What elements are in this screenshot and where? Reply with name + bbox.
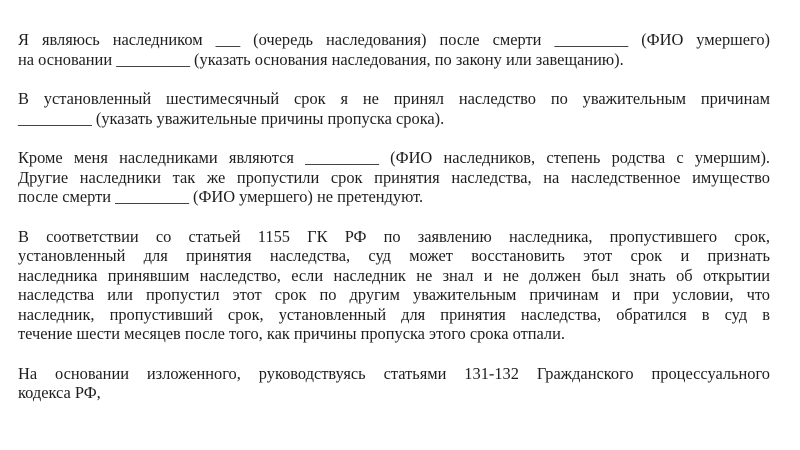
text-line: _________ (указать уважительные причины пропуска срока). — [18, 108, 445, 128]
text-line: наследника принявшим наследство, если наследник не знал и не должен был знать об открытии — [18, 265, 770, 285]
document-body — [18, 30, 770, 423]
paragraph-legal-basis — [18, 227, 770, 344]
text-line: кодекса РФ, — [18, 383, 101, 402]
text-line: В соответствии со статьей 1155 ГК РФ по заявлению наследника, пропустившего срок, — [18, 226, 770, 246]
text-line: после смерти _________ (ФИО умершего) не претендуют. — [18, 187, 424, 206]
text-line: течение шести месяцев после того, как причины пропуска этого срока отпали. — [18, 324, 565, 343]
paragraph-heir-statement — [18, 30, 770, 69]
paragraph-missed-deadline — [18, 89, 770, 128]
text-line: наследства или пропустил этот срок по другим уважительным причинам и при условии, что — [18, 285, 770, 304]
paragraph-other-heirs — [18, 148, 770, 207]
text-line: В установленный шестимесячный срок я не принял наследство по уважительным причинам — [18, 89, 770, 108]
paragraph-conclusion — [18, 364, 770, 403]
text-line: Кроме меня наследниками являются _________ (ФИО наследников, степень родства с умершим). — [18, 148, 770, 167]
text-line: установленный для принятия наследства, суд может восстановить этот срок и признать — [18, 246, 770, 265]
text-line: на основании _________ (указать основания наследования, по закону или завещанию). — [18, 49, 624, 69]
text-line: На основании изложенного, руководствуясь статьями 131-132 Гражданского процессуального — [18, 363, 770, 383]
text-line: Другие наследники так же пропустили срок принятия наследства, на наследственное имущество — [18, 167, 770, 187]
text-line: наследник, пропустивший срок, установленный для принятия наследства, обратился в суд в — [18, 304, 770, 324]
text-line: Я являюсь наследником ___ (очередь наследования) после смерти _________ (ФИО умершего) — [18, 30, 770, 49]
